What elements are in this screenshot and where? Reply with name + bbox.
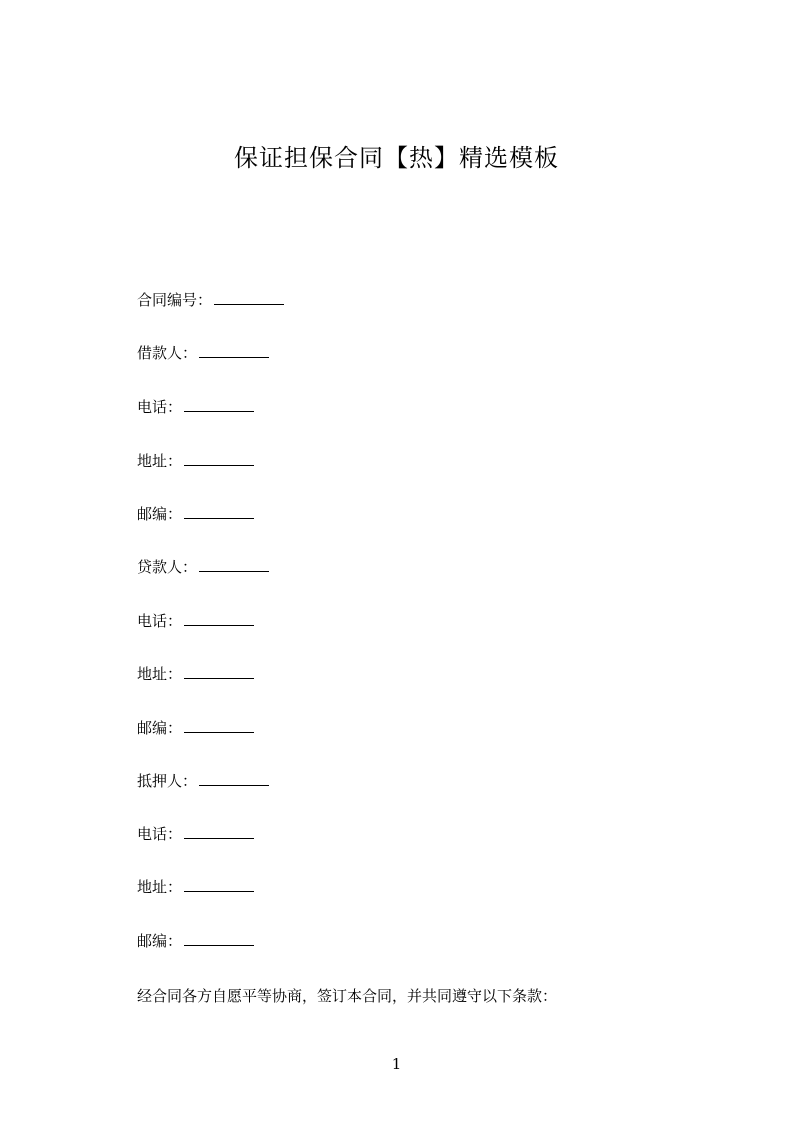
blank-line [184, 720, 254, 733]
blank-line [184, 879, 254, 892]
blank-line [184, 613, 254, 626]
blank-line [184, 666, 254, 679]
field-label: 地址： [137, 452, 183, 470]
field-mortgagor [137, 771, 269, 791]
field-label: 合同编号： [137, 291, 213, 309]
field-label: 借款人： [137, 344, 198, 362]
field-label: 地址： [137, 878, 183, 896]
field-mortgagor-postcode [137, 931, 254, 951]
field-contract-number [137, 290, 284, 310]
page-number: 1 [391, 1055, 402, 1073]
field-label: 邮编： [137, 932, 183, 950]
field-mortgagor-phone [137, 824, 254, 844]
field-label: 贷款人： [137, 558, 198, 576]
field-label: 电话： [137, 825, 183, 843]
blank-line [199, 773, 269, 786]
blank-line [184, 506, 254, 519]
intro-paragraph: 经合同各方自愿平等协商，签订本合同，并共同遵守以下条款： [137, 987, 558, 1005]
field-lender-phone [137, 611, 254, 631]
blank-line [214, 292, 284, 305]
blank-line [184, 453, 254, 466]
blank-line [199, 345, 269, 358]
blank-line [184, 399, 254, 412]
field-lender-postcode [137, 718, 254, 738]
document-title: 保证担保合同【热】精选模板 [234, 144, 559, 172]
field-borrower-postcode [137, 504, 254, 524]
blank-line [184, 826, 254, 839]
field-borrower-phone [137, 397, 254, 417]
field-borrower [137, 343, 269, 363]
field-label: 邮编： [137, 719, 183, 737]
blank-line [184, 933, 254, 946]
field-lender [137, 557, 269, 577]
field-label: 邮编： [137, 505, 183, 523]
field-borrower-address [137, 451, 254, 471]
field-label: 电话： [137, 398, 183, 416]
field-mortgagor-address [137, 877, 254, 897]
field-label: 地址： [137, 665, 183, 683]
field-label: 电话： [137, 612, 183, 630]
field-label: 抵押人： [137, 772, 198, 790]
blank-line [199, 559, 269, 572]
field-lender-address [137, 664, 254, 684]
